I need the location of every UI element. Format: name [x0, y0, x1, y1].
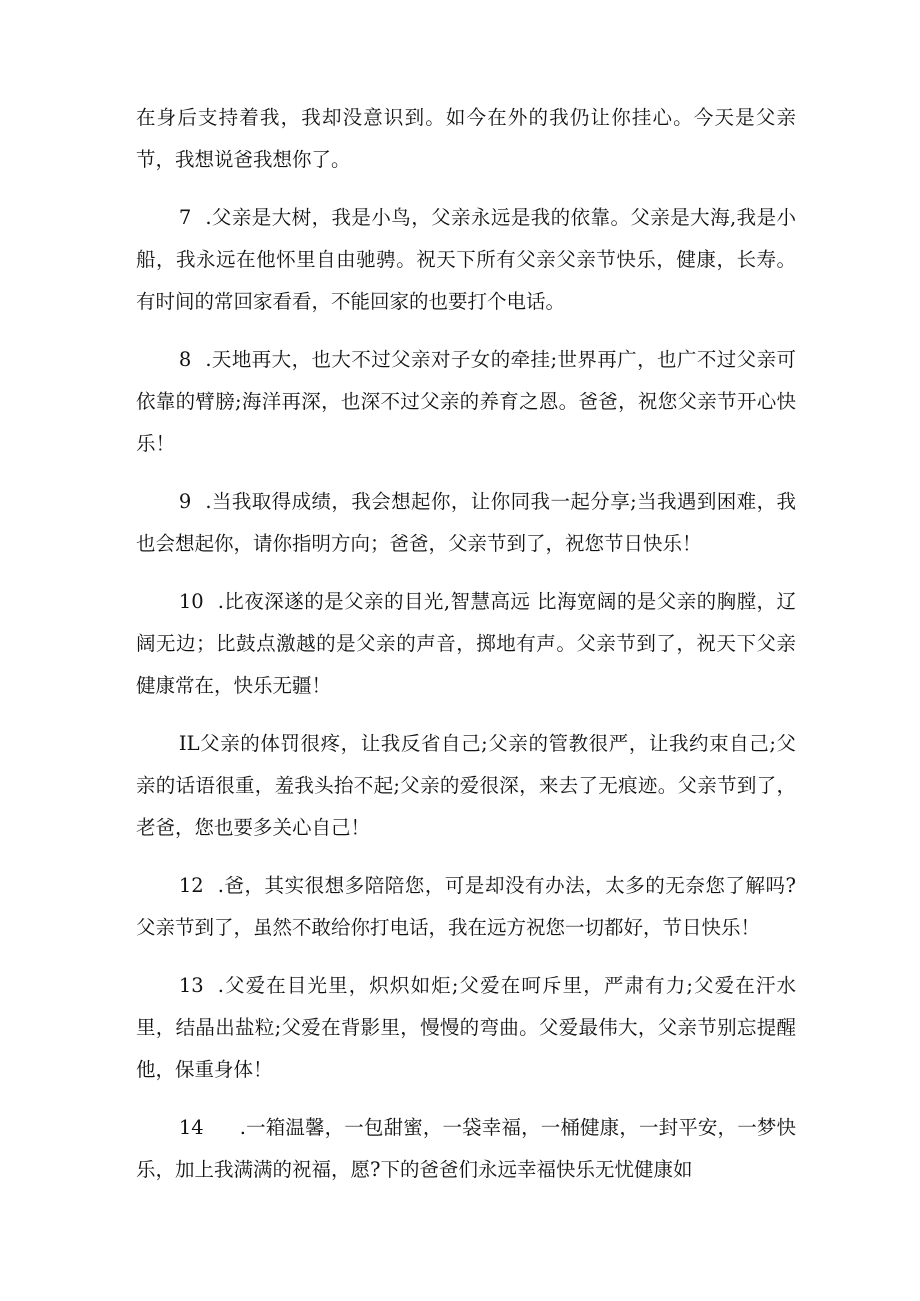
- paragraph-text: .父爱在目光里，炽炽如炬;父爱在呵斥里，严肃有力;父爱在汗水里，结晶出盐粒;父爱在背影里，慢慢的弯曲。父爱最伟大，父亲节别忘提醒他，保重身体！: [136, 974, 796, 1081]
- paragraph-item-9: [136, 481, 796, 565]
- paragraph-text: .天地再大，也大不过父亲对子女的牵挂;世界再广，也广不过父亲可依靠的臂膀;海洋再深，也深不过父亲的养育之恩。爸爸，祝您父亲节开心快乐！: [136, 348, 796, 455]
- document-body: [136, 97, 796, 1207]
- paragraph-item-12: [136, 865, 796, 949]
- item-number: 12: [178, 874, 204, 897]
- paragraph-text: .比夜深遂的是父亲的目光,智慧高远 比海宽阔的是父亲的胸膛，辽阔无边；比鼓点激越的是父亲的声音，掷地有声。父亲节到了，祝天下父亲健康常在，快乐无疆！: [136, 590, 796, 697]
- paragraph-text: .当我取得成绩，我会想起你，让你同我一起分享;当我遇到困难，我也会想起你，请你指明方向；爸爸，父亲节到了，祝您节日快乐！: [136, 490, 796, 555]
- paragraph-text: IL父亲的体罚很疼，让我反省自己;父亲的管教很严，让我约束自己;父亲的话语很重，羞我头抬不起;父亲的爱很深，来去了无痕迹。父亲节到了，老爸，您也要多关心自己！: [136, 732, 796, 839]
- paragraph-text: .一箱温馨，一包甜蜜，一袋幸福，一桶健康，一封平安，一梦快乐，加上我满满的祝福，愿?下的爸爸们永远幸福快乐无忧健康如: [136, 1116, 796, 1181]
- paragraph-continued: [136, 97, 796, 181]
- paragraph-text: 在身后支持着我，我却没意识到。如今在外的我仍让你挂心。今天是父亲节，我想说爸我想你了。: [136, 106, 796, 171]
- item-number: 10: [178, 590, 204, 613]
- item-number: 7: [178, 206, 192, 229]
- paragraph-item-14: [136, 1107, 796, 1191]
- item-number: 8: [178, 348, 192, 371]
- item-number: 13: [178, 974, 204, 997]
- item-number: 9: [178, 490, 192, 513]
- paragraph-item-13: [136, 965, 796, 1091]
- item-number: 14: [178, 1116, 204, 1139]
- paragraph-item-7: [136, 197, 796, 323]
- paragraph-text: .父亲是大树，我是小鸟，父亲永远是我的依靠。父亲是大海,我是小船，我永远在他怀里自由驰骋。祝天下所有父亲父亲节快乐，健康，长寿。有时间的常回家看看，不能回家的也要打个电话。: [136, 206, 796, 313]
- paragraph-item-10: [136, 581, 796, 707]
- paragraph-item-11: [136, 723, 796, 849]
- paragraph-item-8: [136, 339, 796, 465]
- paragraph-text: .爸，其实很想多陪陪您，可是却没有办法，太多的无奈您了解吗?父亲节到了，虽然不敢给你打电话，我在远方祝您一切都好，节日快乐！: [136, 874, 796, 939]
